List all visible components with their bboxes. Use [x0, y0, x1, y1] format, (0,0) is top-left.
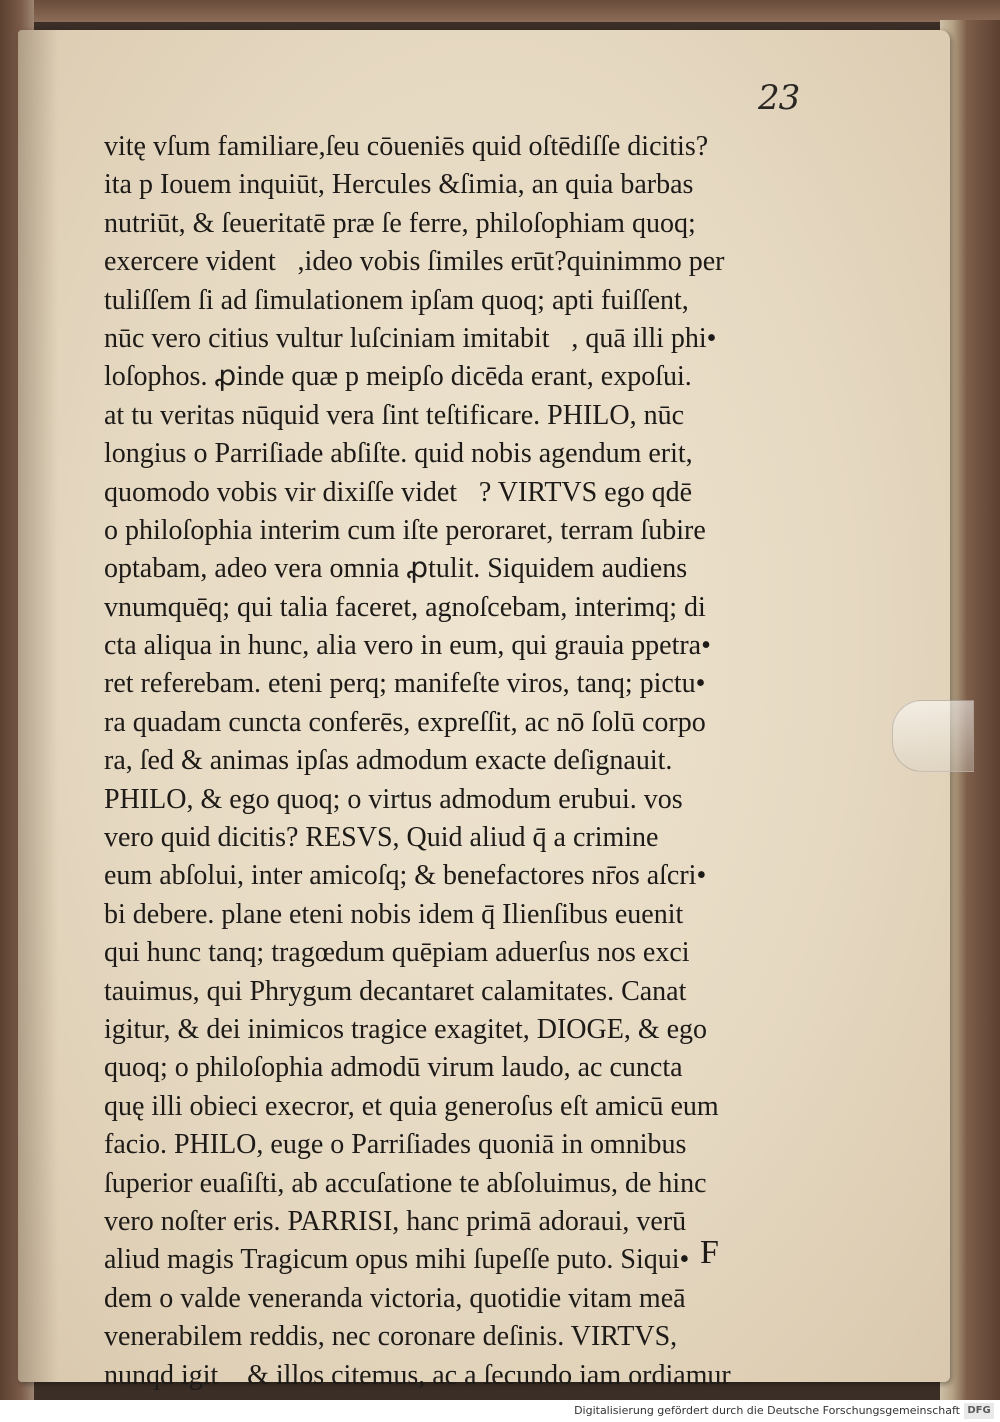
text-line: venerabilem reddis, nec coronare deſinis. VIRTVS,: [104, 1321, 678, 1353]
text-line: quę illi obieci execror, et quia generoſus eſt amicū eum: [104, 1090, 719, 1122]
text-line: vitę vſum familiare,ſeu cōueniēs quid oſtēdiſſe dicitis?: [104, 131, 709, 162]
text-line: eum abſolui, inter amicoſq; & benefactores nr̄os aſcri•: [104, 860, 707, 892]
text-line: longius o Parriſiade abſiſte. quid nobis agendum erit,: [104, 438, 693, 470]
signature-mark: F: [700, 1234, 719, 1271]
text-line: PHILO, & ego quoq; o virtus admodum erubui. vos: [104, 783, 683, 815]
page-clip: [892, 700, 974, 772]
text-line: vero quid dicitis? RESVS, Quid aliud q̄ a crimine: [104, 822, 659, 854]
text-line: bi debere. plane eteni nobis idem q̄ Ilienſibus euenit: [104, 898, 684, 930]
footer-credit: Digitalisierung gefördert durch die Deutsche Forschungsgemeinschaft: [574, 1404, 960, 1417]
dfg-logo: DFG: [964, 1403, 994, 1419]
text-line: dem o valde veneranda victoria, quotidie vitam meā: [104, 1282, 686, 1314]
text-line: ita p Iouem inquiūt, Hercules &ſimia, an quia barbas: [104, 169, 694, 201]
text-line: qui hunc tanq; tragœdum quēpiam aduerſus nos exci: [104, 937, 690, 969]
text-line: loſophos. ꝓinde quæ p meipſo dicēda erant, expoſui.: [104, 361, 692, 393]
text-line: facio. PHILO, euge o Parriſiades quoniā in omnibus: [104, 1129, 687, 1161]
text-line: ra, ſed & animas ipſas admodum exacte deſignauit.: [104, 745, 673, 777]
text-line: nunqd igitᷣ & illos citemus, ac a ſecundo iam ordiamur: [104, 1359, 731, 1391]
text-line: ra quadam cuncta conferēs, expreſſit, ac nō ſolū corpo: [104, 706, 706, 738]
text-line: tauimus, qui Phrygum decantaret calamitates. Canat: [104, 975, 687, 1007]
text-line: aliud magis Tragicum opus mihi ſupeſſe puto. Siqui•: [104, 1244, 690, 1276]
text-line: ſuperior euaſiſti, ab accuſatione te abſoluimus, de hinc: [104, 1167, 707, 1199]
footer-bar: [0, 1400, 1000, 1422]
text-line: optabam, adeo vera omnia ꝓtulit. Siquidem audiens: [104, 553, 688, 585]
text-line: igitur, & dei inimicos tragice exagitet, DIOGE, & ego: [104, 1013, 708, 1045]
text-line: o philoſophia interim cum iſte peroraret, terram ſubire: [104, 514, 706, 546]
binding-board-top: [0, 0, 1000, 22]
text-line: quomodo vobis vir dixiſſe videtᷣ? VIRTVS ego qdē: [104, 476, 693, 508]
text-block: [104, 128, 804, 1395]
text-line: cta aliqua in hunc, alia vero in eum, qui grauia ppetra•: [104, 630, 711, 662]
text-line: ret referebam. eteni perq; manifeſte viros, tanq; pictu•: [104, 668, 706, 700]
text-line: at tu veritas nūquid vera ſint teſtificare. PHILO, nūc: [104, 399, 685, 431]
page-gutter-shadow: [18, 30, 58, 1382]
text-line: tuliſſem ſi ad ſimulationem ipſam quoq; apti fuiſſent,: [104, 284, 689, 316]
text-line: nūc vero citius vultur luſciniam imitabitᷣ, quā illi phi•: [104, 322, 717, 354]
text-line: quoq; o philoſophia admodū virum laudo, ac cuncta: [104, 1052, 683, 1084]
text-line: vero noſter eris. PARRISI, hanc primā adoraui, verū: [104, 1205, 687, 1237]
text-line: vnumquēq; qui talia faceret, agnoſcebam, interimq; di: [104, 591, 706, 623]
folio-number: 23: [758, 78, 800, 118]
text-line: exercere videntᷣ,ideo vobis ſimiles erūt?quinimmo per: [104, 246, 725, 278]
text-line: nutriūt, & ſeueritatē præ ſe ferre, philoſophiam quoq;: [104, 207, 696, 239]
